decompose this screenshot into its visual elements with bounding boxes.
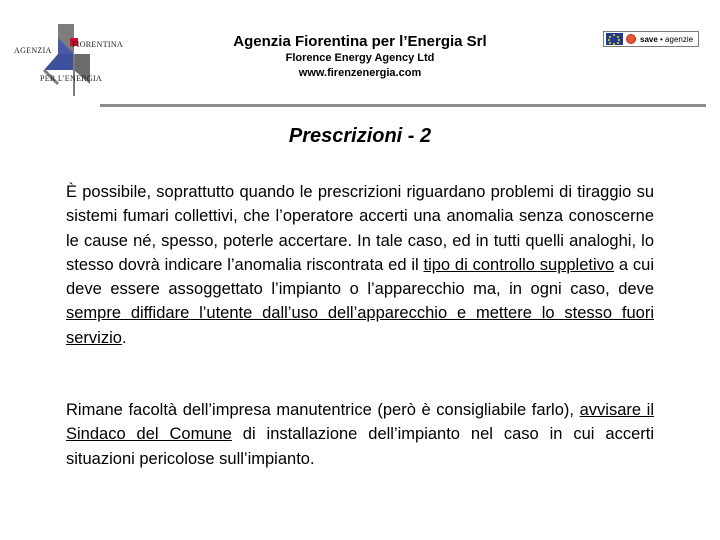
letterhead bbox=[180, 32, 540, 81]
save-sun-icon bbox=[626, 34, 636, 44]
logo-word-per-energia: PER L'ENERGIA bbox=[40, 74, 103, 83]
underlined-phrase-control-type: tipo di controllo suppletivo bbox=[423, 255, 615, 274]
eu-flag-icon bbox=[606, 33, 623, 45]
paragraph-1: È possibile, soprattutto quando le prescrizioni riguardano problemi di tiraggio su sistemi fumari collettivi, che l’operatore accerti una anomalia senza conoscerne le cause né, spesso, poterle accertare. In tale caso, ed in tutti quelli analoghi, lo stesso dovrà indicare l’anomalia riscontrata ed il tipo di controllo suppletivo a cui deve essere assoggettato l’impianto o l’apparecchio ma, in ogni caso, deve sempre diffidare l’utente dall’uso dell’apparecchio e mettere lo stesso fuori servizio. bbox=[66, 183, 654, 347]
slide-title: Prescrizioni - 2 bbox=[288, 125, 432, 147]
company-website: www.firenzenergia.com bbox=[298, 67, 422, 79]
underlined-phrase-disable-appliance: sempre diffidare l’utente dall’uso dell’apparecchio e mettere lo stesso fuori servizio bbox=[66, 304, 654, 347]
company-name: Agenzia Fiorentina per l’Energia Srl bbox=[233, 33, 487, 50]
logo-word-agenzia: AGENZIA bbox=[14, 46, 52, 55]
underlined-phrase-notify-mayor: avvisare il Sindaco del Comune bbox=[66, 401, 654, 444]
paragraph-2: Rimane facoltà dell’impresa manutentrice (però è consigliabile farlo), avvisare il Sindaco del Comune di installazione dell’impianto nel caso in cui accerti situazioni pericolose sull’impianto. bbox=[66, 401, 654, 468]
header-divider bbox=[100, 104, 706, 107]
agency-logo bbox=[14, 18, 124, 100]
company-english-name: Florence Energy Agency Ltd bbox=[285, 52, 435, 64]
save-logo-text: save • agenzie bbox=[640, 34, 694, 44]
logo-word-fiorentina: FIORENTINA bbox=[72, 40, 123, 49]
save-program-logo bbox=[603, 31, 699, 47]
agency-logo-mark bbox=[14, 18, 124, 100]
